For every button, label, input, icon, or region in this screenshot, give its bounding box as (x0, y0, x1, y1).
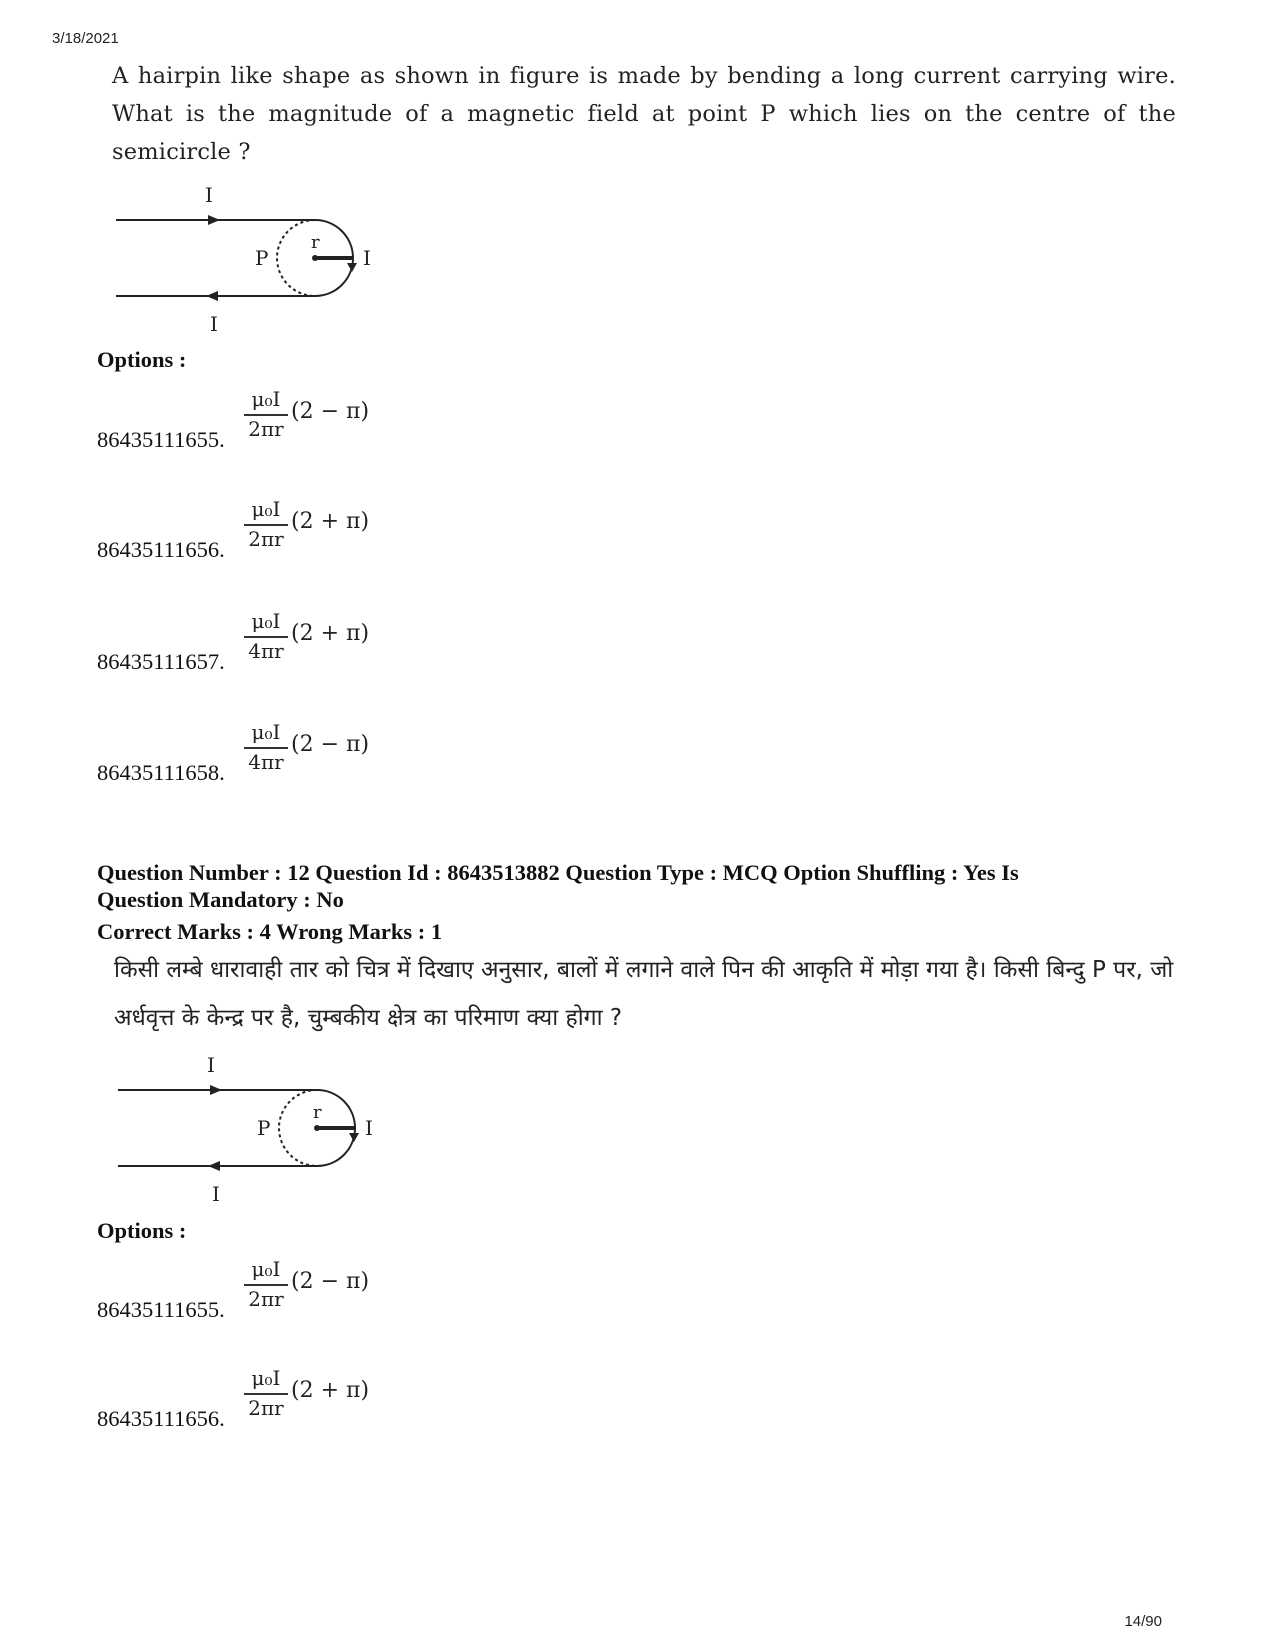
question-12-meta-line-2: Question Mandatory : No (97, 887, 344, 912)
formula-numerator: μ₀I (251, 720, 281, 744)
arrow-down-icon (347, 263, 357, 272)
formula-factor: (2 − π) (291, 399, 370, 424)
option-id: 86435111656. (97, 1406, 225, 1431)
formula-denominator: 2πr (248, 1396, 284, 1420)
formula-factor: (2 − π) (291, 732, 370, 757)
formula-numerator: μ₀I (251, 497, 281, 521)
arrow-left-icon (208, 1161, 220, 1171)
question-11-option-1[interactable] (97, 387, 397, 457)
formula-numerator: μ₀I (251, 387, 281, 411)
formula-factor: (2 + π) (291, 509, 370, 534)
formula-denominator: 4πr (248, 639, 284, 663)
formula-numerator: μ₀I (251, 1257, 281, 1281)
dashed-half-circle (277, 220, 315, 296)
formula-numerator: μ₀I (251, 609, 281, 633)
question-12-hairpin-figure (102, 1050, 402, 1210)
question-11-options-label: Options : (97, 347, 187, 372)
question-11-text: A hairpin like shape as shown in figure is made by bending a long current carrying wire. What is the magnitude of a magnetic field at point P which lies on the centre of the semicircle ? (112, 63, 1176, 165)
formula-factor: (2 + π) (291, 1378, 370, 1403)
label-current-bottom: I (212, 1182, 220, 1206)
question-12-options-label: Options : (97, 1218, 187, 1243)
label-current-top: I (207, 1053, 215, 1077)
print-date: 3/18/2021 (52, 30, 119, 47)
option-id: 86435111658. (97, 760, 225, 785)
formula-denominator: 2πr (248, 1287, 284, 1311)
label-current-top: I (205, 183, 213, 207)
option-id: 86435111655. (97, 427, 225, 452)
question-11-option-3[interactable] (97, 609, 397, 679)
question-12-option-1[interactable] (97, 1257, 397, 1327)
label-point-P: P (257, 1116, 271, 1140)
arrow-right-icon (208, 215, 220, 225)
question-12-meta-line-1: Question Number : 12 Question Id : 8643513882 Question Type : MCQ Option Shuffling : Yes Is (97, 860, 1019, 885)
fraction-bar (244, 1284, 288, 1286)
dashed-half-circle (279, 1090, 317, 1166)
label-current-right: I (363, 246, 371, 270)
question-12-text: किसी लम्बे धारावाही तार को चित्र में दिखाए अनुसार, बालों में लगाने वाले पिन की आकृति में मोड़ा गया है। किसी बिन्दु P पर, जो अर्धवृत्त के केन्द्र पर है, चुम्बकीय क्षेत्र का परिमाण क्या होगा ? (114, 957, 1174, 1031)
formula-factor: (2 + π) (291, 621, 370, 646)
arrow-right-icon (210, 1085, 222, 1095)
question-12-option-2[interactable] (97, 1366, 397, 1436)
question-11-hairpin-figure (100, 180, 400, 340)
formula-factor: (2 − π) (291, 1269, 370, 1294)
option-id: 86435111656. (97, 537, 225, 562)
option-id: 86435111657. (97, 649, 225, 674)
formula-denominator: 4πr (248, 750, 284, 774)
label-radius: r (313, 1102, 322, 1123)
fraction-bar (244, 1393, 288, 1395)
formula-denominator: 2πr (248, 417, 284, 441)
label-current-right: I (365, 1116, 373, 1140)
question-12-marks: Correct Marks : 4 Wrong Marks : 1 (97, 919, 443, 944)
question-11-option-2[interactable] (97, 497, 397, 567)
formula-denominator: 2πr (248, 527, 284, 551)
arrow-left-icon (206, 291, 218, 301)
option-id: 86435111655. (97, 1297, 225, 1322)
question-11-option-4[interactable] (97, 720, 397, 790)
formula-numerator: μ₀I (251, 1366, 281, 1390)
fraction-bar (244, 636, 288, 638)
label-point-P: P (255, 246, 269, 270)
fraction-bar (244, 747, 288, 749)
fraction-bar (244, 414, 288, 416)
fraction-bar (244, 524, 288, 526)
label-current-bottom: I (210, 312, 218, 336)
label-radius: r (311, 232, 320, 253)
page-number: 14/90 (1124, 1613, 1162, 1630)
arrow-down-icon (349, 1133, 359, 1142)
